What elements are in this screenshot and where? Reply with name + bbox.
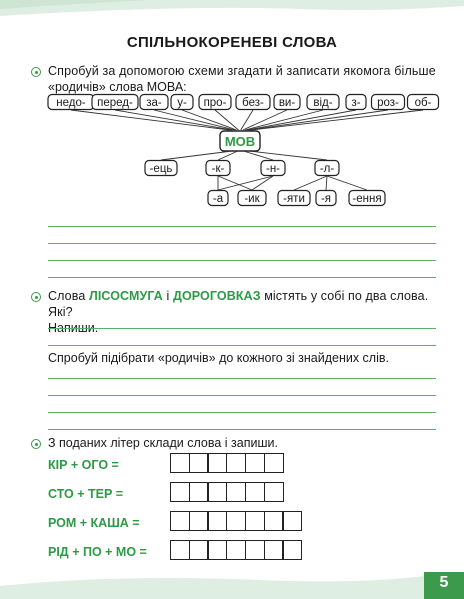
task-bullet-icon <box>31 292 41 302</box>
prefix-3: у- <box>177 97 187 109</box>
prefix-arrow <box>154 110 235 130</box>
ending-1: -ик <box>244 193 260 205</box>
ending-arrow <box>327 176 367 190</box>
prefix-4: про- <box>203 97 227 109</box>
letter-cell[interactable] <box>264 540 284 560</box>
letter-grid-row-4[interactable] <box>170 540 301 560</box>
letter-cell[interactable] <box>264 511 284 531</box>
letter-cell[interactable] <box>226 482 246 502</box>
prefix-6: ви- <box>278 97 296 109</box>
suffix-0: -ець <box>149 163 173 175</box>
prefix-arrow <box>249 110 388 130</box>
answer-line <box>48 226 436 227</box>
prefix-5: без- <box>242 97 264 109</box>
word-family-diagram <box>0 0 464 220</box>
prefix-8: з- <box>351 97 361 109</box>
ending-2: -яти <box>283 193 305 205</box>
ending-arrow <box>326 176 327 190</box>
letter-cell[interactable] <box>264 453 284 473</box>
page-number: 5 <box>439 574 449 591</box>
answer-line <box>48 378 436 379</box>
word-lisosmuga: ЛІСОСМУГА <box>88 289 163 303</box>
letter-cell[interactable] <box>245 511 265 531</box>
answer-line <box>48 429 436 430</box>
letter-cell[interactable] <box>189 482 209 502</box>
answer-line <box>48 260 436 261</box>
task2-line2: Напиши. <box>48 321 99 335</box>
task3-text: З поданих літер склади слова і запиши. <box>48 436 278 450</box>
prefix-arrow <box>251 110 423 130</box>
letter-cell[interactable] <box>170 511 190 531</box>
letter-cell[interactable] <box>226 453 246 473</box>
prefix-1: перед- <box>97 97 133 109</box>
prefix-arrow <box>245 110 323 130</box>
footer-band <box>0 572 464 599</box>
ending-3: -я <box>320 193 332 205</box>
letter-cell[interactable] <box>226 540 246 560</box>
task1-line1: Спробуй за допомогою схеми згадати й записати якомога більше <box>48 64 436 78</box>
answer-line <box>48 412 436 413</box>
ending-0: -а <box>212 193 224 205</box>
ending-arrow <box>294 176 327 190</box>
letter-cell[interactable] <box>207 540 227 560</box>
task1-line2: «родичів» слова МОВА: <box>48 80 187 94</box>
letter-cell[interactable] <box>245 482 265 502</box>
prefix-10: об- <box>414 97 432 109</box>
answer-line <box>48 277 436 278</box>
letter-cell[interactable] <box>207 453 227 473</box>
letter-cell[interactable] <box>189 540 209 560</box>
letter-cell[interactable] <box>282 511 302 531</box>
suffix-3: -л- <box>319 163 335 175</box>
prefix-9: роз- <box>377 97 399 109</box>
answer-line <box>48 345 436 346</box>
letter-cell[interactable] <box>170 453 190 473</box>
ending-arrow <box>218 176 273 190</box>
letter-cell[interactable] <box>207 511 227 531</box>
prefix-arrow <box>115 110 233 130</box>
answer-line <box>48 328 436 329</box>
letter-cell[interactable] <box>245 453 265 473</box>
prefix-2: за- <box>146 97 162 109</box>
task2-line1 <box>48 288 448 320</box>
formula-row-3-label: РОМ + КАША = <box>48 516 140 530</box>
page-title: СПІЛЬНОКОРЕНЕВІ СЛОВА <box>126 34 338 51</box>
ending-4: -ення <box>352 193 382 205</box>
letter-grid-row-3[interactable] <box>170 511 301 531</box>
task2-subtask: Спробуй підібрати «родичів» до кожного зі знайдених слів. <box>48 351 389 365</box>
root-word: МОВ <box>224 134 256 149</box>
letter-cell[interactable] <box>245 540 265 560</box>
task2-part1: Слова <box>48 289 89 303</box>
word-dorogovkaz: ДОРОГОВКАЗ <box>172 289 261 303</box>
formula-row-1-label: КІР + ОГО = <box>48 458 119 472</box>
letter-cell[interactable] <box>170 540 190 560</box>
letter-cell[interactable] <box>264 482 284 502</box>
letter-cell[interactable] <box>170 482 190 502</box>
letter-cell[interactable] <box>189 453 209 473</box>
prefix-7: від- <box>313 97 333 109</box>
letter-grid-row-1[interactable] <box>170 453 282 473</box>
answer-line <box>48 395 436 396</box>
suffix-2: -н- <box>265 163 281 175</box>
ending-arrow <box>252 176 273 190</box>
suffix-arrow <box>249 151 327 160</box>
task2-part3: містять у собі по два слова. Які? <box>48 289 429 319</box>
letter-cell[interactable] <box>282 540 302 560</box>
letter-grid-row-2[interactable] <box>170 482 282 502</box>
prefix-arrow <box>71 110 230 130</box>
formula-row-4-label: РІД + ПО + МО = <box>48 545 147 559</box>
formula-row-2-label: СТО + ТЕР = <box>48 487 124 501</box>
letter-cell[interactable] <box>226 511 246 531</box>
task2-part2: і <box>162 289 173 303</box>
prefix-arrow <box>215 110 239 130</box>
footer-band-light <box>0 576 424 599</box>
prefix-arrow <box>241 110 253 130</box>
suffix-1: -к- <box>211 163 225 175</box>
letter-cell[interactable] <box>207 482 227 502</box>
prefix-0: недо- <box>56 97 86 109</box>
letter-cell[interactable] <box>189 511 209 531</box>
task-bullet-icon <box>31 439 41 449</box>
answer-line <box>48 243 436 244</box>
